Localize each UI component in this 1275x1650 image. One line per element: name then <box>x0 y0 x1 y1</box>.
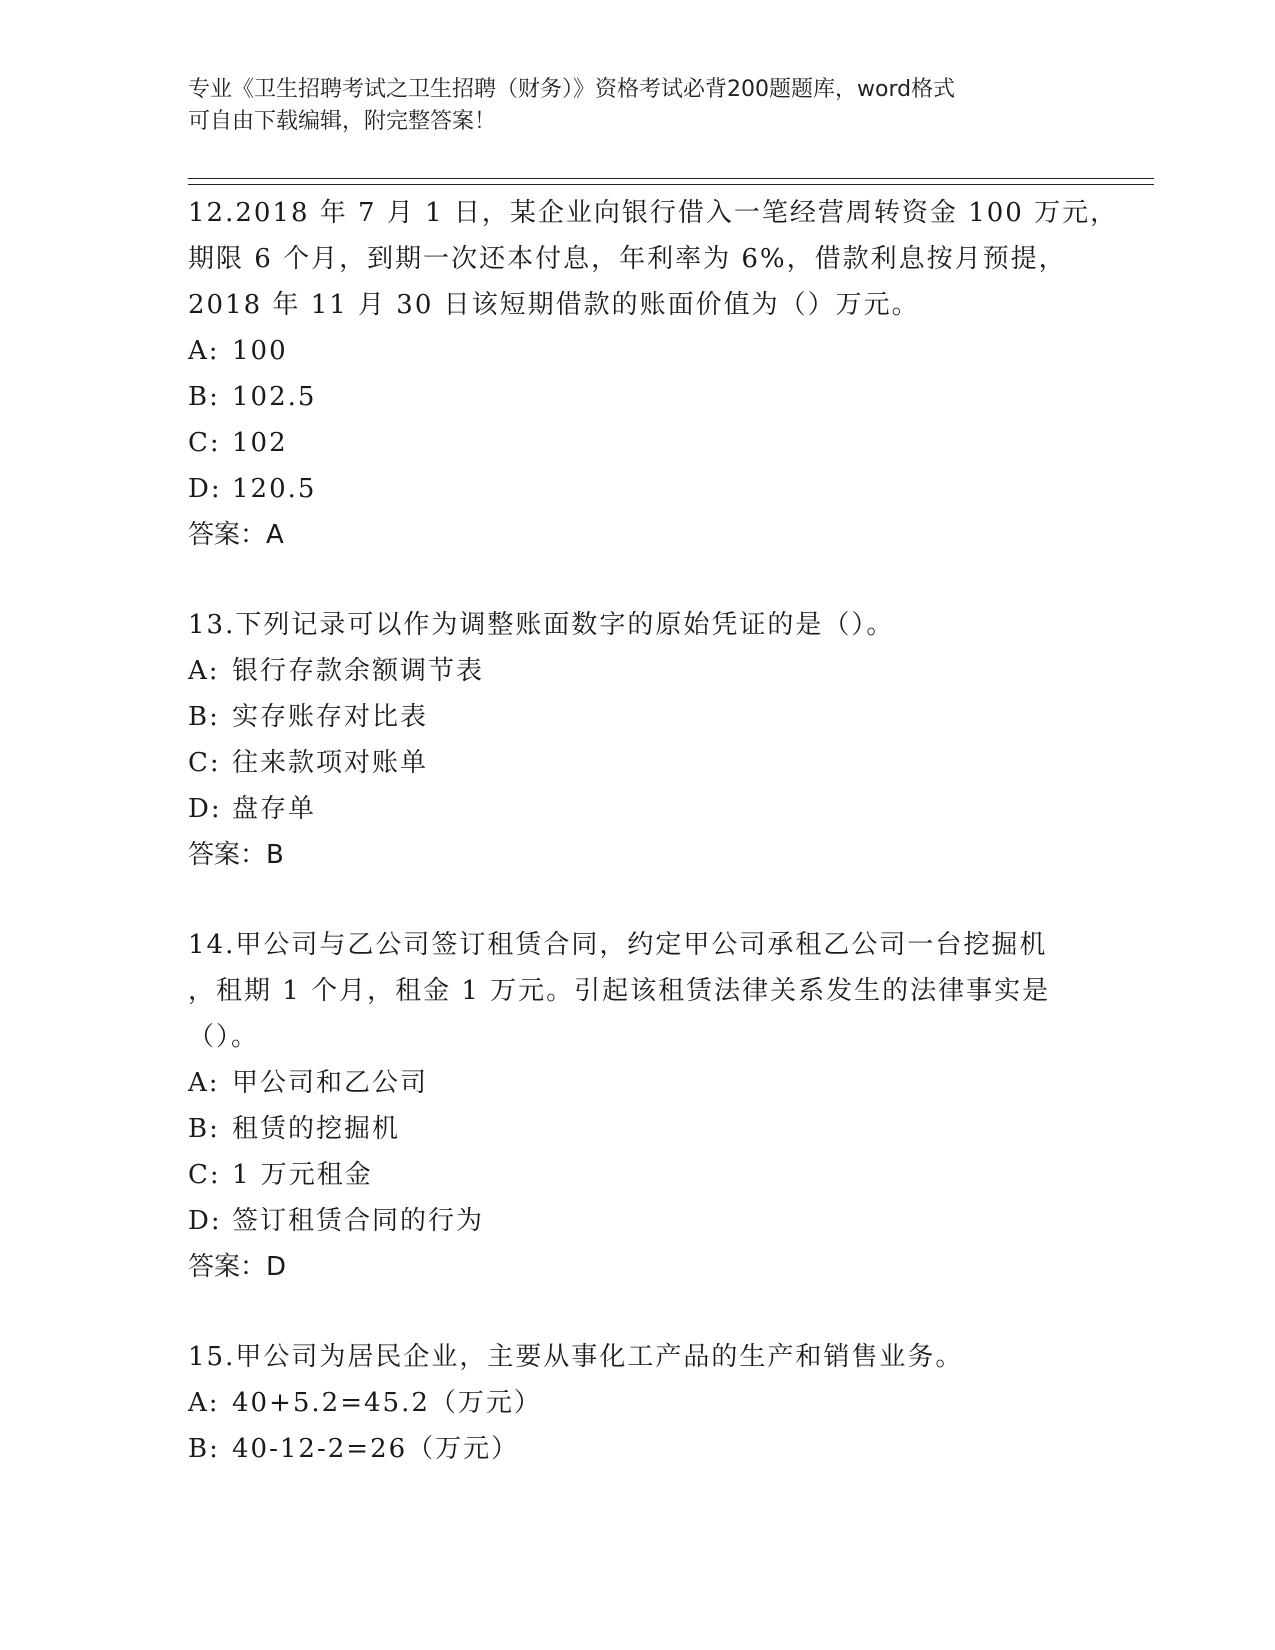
question-14 <box>188 922 1088 1290</box>
header-divider-top <box>188 178 1154 179</box>
option-letter: A: <box>188 656 220 686</box>
option-b <box>188 1106 1088 1152</box>
option-letter: B: <box>188 1114 220 1144</box>
option-b <box>188 374 1088 420</box>
option-letter: C: <box>188 428 221 458</box>
stem-line: 2018 年 11 月 30 日该短期借款的账面价值为（）万元。 <box>188 290 920 320</box>
option-a <box>188 328 1088 374</box>
option-text: 租赁的挖掘机 <box>232 1114 401 1144</box>
question-list <box>188 190 1119 1516</box>
option-letter: B: <box>188 382 220 412</box>
option-text: 40-12-2=26（万元） <box>232 1434 520 1464</box>
option-text: 102.5 <box>232 382 317 412</box>
option-letter: B: <box>188 702 220 732</box>
option-a <box>188 1380 1088 1426</box>
option-text: 实存账存对比表 <box>232 702 429 732</box>
option-letter: A: <box>188 1068 220 1098</box>
option-letter: A: <box>188 1388 220 1418</box>
option-d <box>188 786 1088 832</box>
stem-line: （）。 <box>188 1022 260 1052</box>
stem-line: 12.2018 年 7 月 1 日，某企业向银行借入一笔经营周转资金 100 万元， <box>188 198 1119 228</box>
header-divider-bottom <box>188 184 1154 185</box>
document-header <box>188 74 1088 138</box>
stem-line: 期限 6 个月，到期一次还本付息，年利率为 6%，借款利息按月预提， <box>188 244 1067 274</box>
question-stem <box>188 190 1119 328</box>
stem-line: ，租期 1 个月，租金 1 万元。引起该租赁法律关系发生的法律事实是 <box>188 976 1051 1006</box>
option-text: 往来款项对账单 <box>232 748 429 778</box>
option-text: 盘存单 <box>232 794 317 824</box>
option-c <box>188 420 1088 466</box>
option-text: 签订租赁合同的行为 <box>232 1206 485 1236</box>
answer-label: 答案：A <box>188 520 284 550</box>
question-15 <box>188 1334 1088 1472</box>
option-letter: B: <box>188 1434 220 1464</box>
option-text: 甲公司和乙公司 <box>232 1068 429 1098</box>
option-a <box>188 1060 1088 1106</box>
option-text: 银行存款余额调节表 <box>232 656 485 686</box>
stem-line: 15.甲公司为居民企业，主要从事化工产品的生产和销售业务。 <box>188 1342 964 1372</box>
question-stem <box>188 1334 1088 1380</box>
stem-line: 13.下列记录可以作为调整账面数字的原始凭证的是（）。 <box>188 610 895 640</box>
option-d <box>188 1198 1088 1244</box>
option-text: 102 <box>232 428 288 458</box>
answer-label: 答案：D <box>188 1252 287 1282</box>
option-c <box>188 740 1088 786</box>
option-b <box>188 1426 1088 1472</box>
option-text: 40+5.2=45.2（万元） <box>232 1388 542 1418</box>
answer-label: 答案：B <box>188 840 284 870</box>
option-letter: C: <box>188 1160 221 1190</box>
option-c <box>188 1152 1088 1198</box>
option-d <box>188 466 1088 512</box>
option-text: 1 万元租金 <box>232 1160 373 1190</box>
option-a <box>188 648 1088 694</box>
option-letter: A: <box>188 336 220 366</box>
header-title-line-2: 可自由下载编辑，附完整答案！ <box>188 109 497 134</box>
question-12 <box>188 190 1119 558</box>
option-b <box>188 694 1088 740</box>
option-letter: D: <box>188 794 222 824</box>
question-13 <box>188 602 1088 878</box>
header-title-line-1: 专业《卫生招聘考试之卫生招聘（财务）》资格考试必背200题题库，word格式 <box>188 77 956 102</box>
option-letter: C: <box>188 748 221 778</box>
option-text: 120.5 <box>232 474 317 504</box>
question-stem <box>188 922 1088 1060</box>
option-letter: D: <box>188 1206 222 1236</box>
stem-line: 14.甲公司与乙公司签订租赁合同，约定甲公司承租乙公司一台挖掘机 <box>188 930 1048 960</box>
option-letter: D: <box>188 474 222 504</box>
option-text: 100 <box>232 336 288 366</box>
question-stem <box>188 602 1088 648</box>
